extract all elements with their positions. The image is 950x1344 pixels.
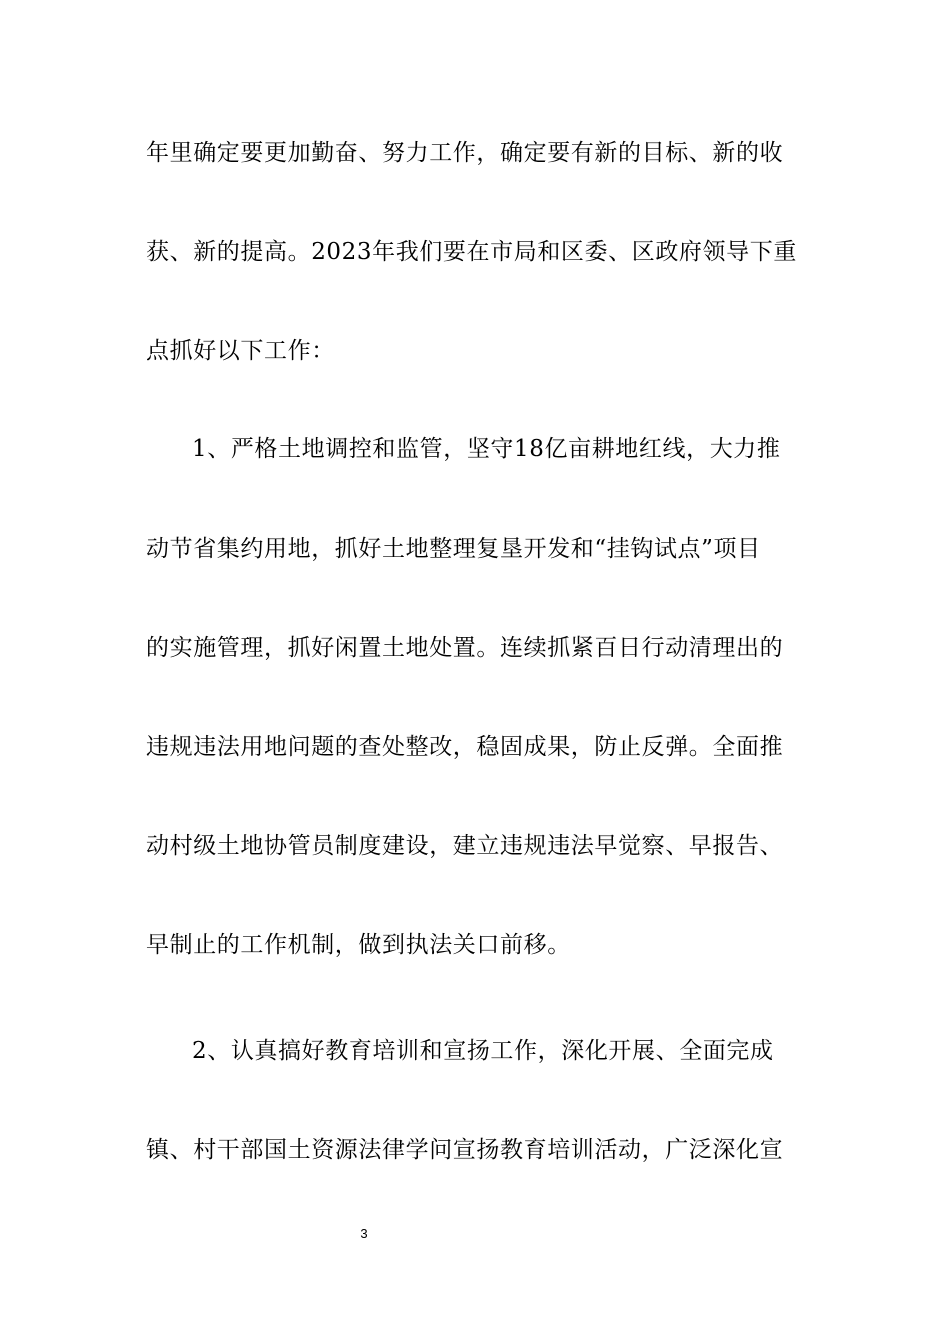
text-line: 的实施管理，抓好闲置土地处置。连续抓紧百日行动清理出的 xyxy=(146,635,784,661)
text-line: 违规违法用地问题的查处整改，稳固成果，防止反弹。全面推 xyxy=(146,734,784,760)
text-line: 2、认真搞好教育培训和宣扬工作，深化开展、全面完成 xyxy=(192,1038,774,1064)
text-line: 1、严格土地调控和监管，坚守18亿亩耕地红线，大力推 xyxy=(192,436,781,462)
text-line: 动节省集约用地，抓好土地整理复垦开发和“挂钩试点”项目 xyxy=(146,536,761,562)
text-line: 动村级土地协管员制度建设，建立违规违法早觉察、早报告、 xyxy=(146,833,784,859)
page-number: 3 xyxy=(360,1226,368,1241)
text-line: 年里确定要更加勤奋、努力工作，确定要有新的目标、新的收 xyxy=(146,140,784,166)
text-line: 点抓好以下工作： xyxy=(146,338,335,364)
text-line: 镇、村干部国土资源法律学问宣扬教育培训活动，广泛深化宣 xyxy=(146,1137,784,1163)
text-line: 获、新的提高。2023年我们要在市局和区委、区政府领导下重 xyxy=(146,239,797,265)
text-line: 早制止的工作机制，做到执法关口前移。 xyxy=(146,932,571,958)
